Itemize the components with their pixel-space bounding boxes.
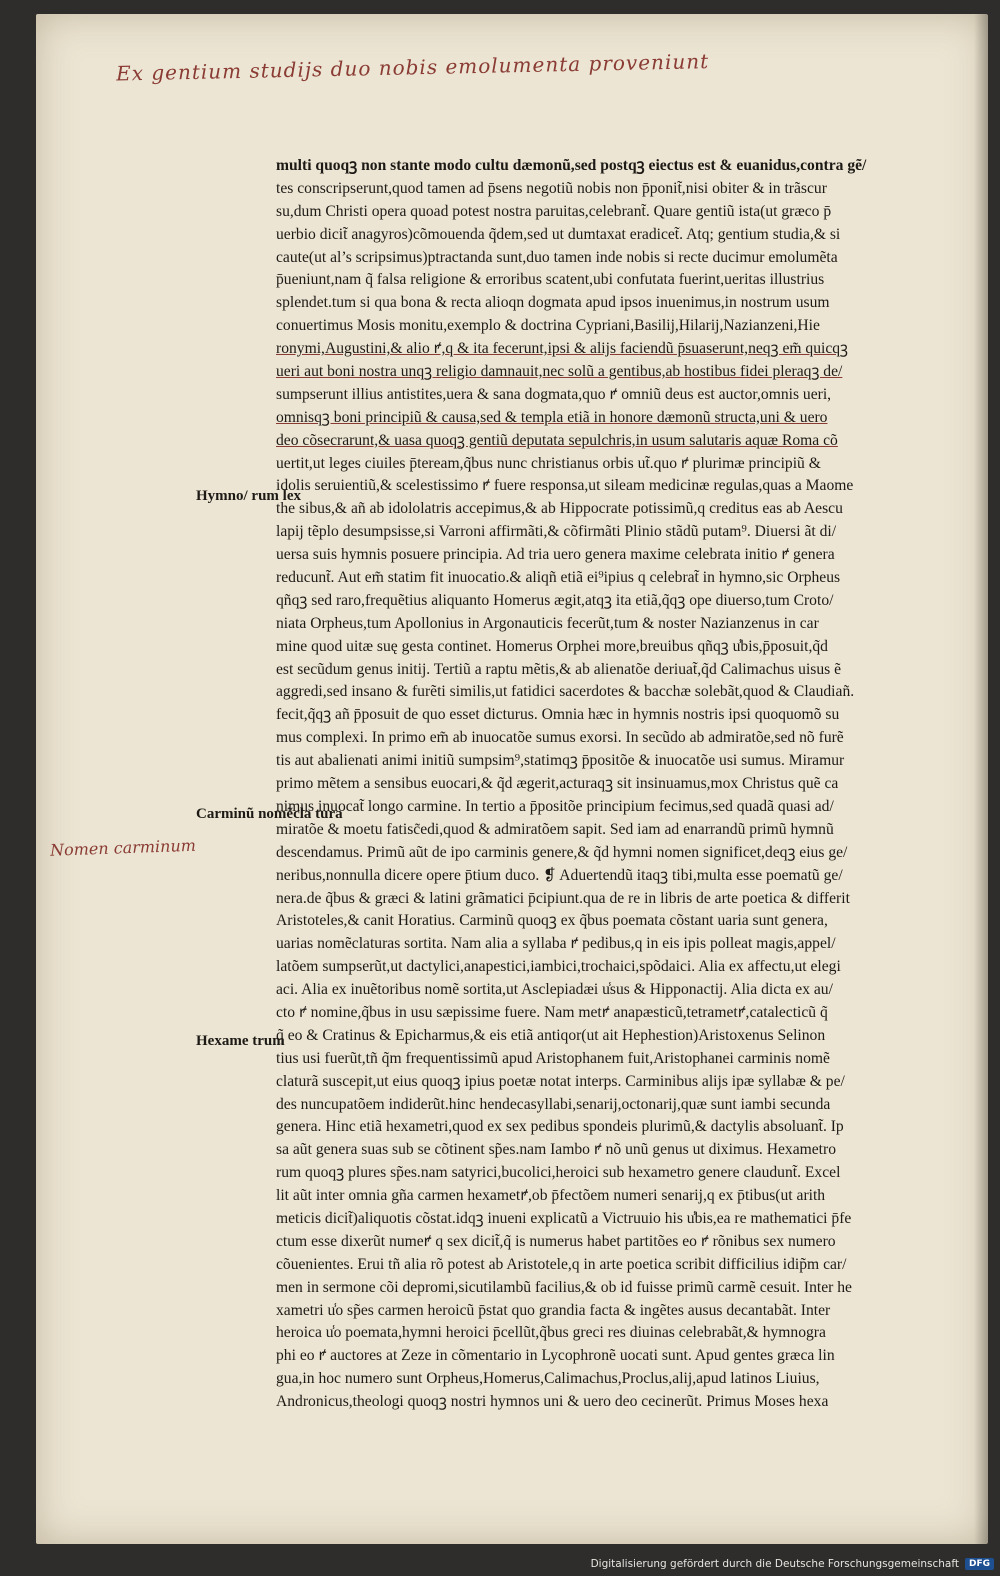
text-line: aci. Alia ex inuẽtoribus nomẽ sortita,ut Asclepiadæi u̾sus & Hipponactij. Alia dicta ex au/ xyxy=(276,981,833,999)
handwritten-annotation-top: Ex gentium studijs duo nobis emolumenta proveniunt xyxy=(115,49,710,86)
text-line: sumpserunt illius antistites,uera & sana dogmata,quo ꝵ omniũ deus est auctor,omnis ueri, xyxy=(276,385,832,403)
digitization-footer xyxy=(591,1556,994,1572)
text-line: fecit,q̃qꝫ añ p̄posuit de quo esset dicturus. Omnia hæc in hymnis nostris ipsi quoquomõ su xyxy=(276,706,840,724)
text-line: gua,in hoc numero sunt Orpheus,Homerus,Calimachus,Proclus,alij,apud latinos Liuius, xyxy=(276,1370,820,1388)
text-line: tius usi fuerũt,tñ q̃m frequentissimũ apud Aristophanem fuit,Aristophanei carminis nomẽ xyxy=(276,1049,830,1067)
margin-note-hymnorum: Hymno/ rum lex xyxy=(196,488,301,504)
handwritten-annotation-margin: Nomen carminum xyxy=(49,835,197,860)
text-line: meticis dicit̃)aliquotis cõstat.idqꝫ inueni explicatũ a Victruuio his u̾bis,ea re mathematici p̄fe xyxy=(276,1209,852,1227)
text-line: descendamus. Primũ aũt de ipo carminis genere,& q̃d hymni nomen significet,deqꝫ eius ge/ xyxy=(276,843,848,861)
text-line: multi quoqꝫ non stante modo cultu dæmonũ,sed postqꝫ eiectus est & euanidus,contra gẽ/ xyxy=(276,157,867,174)
text-line: miratõe & moetu fatisc̃edi,quod & admiratõem sapit. Sed iam ad enarrandũ primũ hymnũ xyxy=(276,820,834,838)
text-line: lapij tẽplo desumpsisse,si Varroni affirmãti,& cõfirmãti Plinio stãdũ putam⁹. Diuersi ãt di/ xyxy=(276,523,837,541)
text-line: niata Orpheus,tum Apollonius in Argonauticis fecerũt,tum & noster Nazianzenus in car xyxy=(276,614,819,632)
text-line: est secũdum genus initij. Tertiũ a raptu mẽtis,& ab alienatõe deriuat̃,q̃d Calimachus uisus ẽ xyxy=(276,660,842,678)
text-line: men in sermone cõi depromi,sicutilambũ facilius,& ob id fuisse primũ carmẽ cesuit. Inter he xyxy=(276,1278,852,1296)
text-line: nimus inuocat̃ longo carmine. In tertio a p̄positõe principium fecimus,sed quadã quasi ad/ xyxy=(276,797,834,815)
text-line: neribus,nonnulla dicere opere p̄tium duco. ❡ Aduertendũ itaqꝫ tibi,multa esse poematũ ge/ xyxy=(276,866,843,884)
body-text xyxy=(276,155,964,1414)
text-line: uersa suis hymnis posuere principia. Ad tria uero genera maxime celebrata initio ꝵ genera xyxy=(276,546,835,564)
text-line: nera.de q̃bus & græci & latini grãmatici p̄cipiunt.qua de re in libris de arte poetica & differit xyxy=(276,889,850,907)
text-line: conuertimus Mosis monitu,exemplo & doctrina Cypriani,Basilij,Hilarij,Nazianzeni,Hie xyxy=(276,317,820,335)
text-line: ronymi,Augustini,& alio ꝵ,q & ita fecerunt,ipsi & alijs faciendũ p̄suaserunt,neqꝫ em̃ quicqꝫ xyxy=(276,340,849,358)
text-line: uerbio dicit̃ anagyros)cõmouenda q̃dem,sed ut dumtaxat eradicet̃. Atq; gentium studia,& si xyxy=(276,225,841,243)
text-line: su,dum Christi opera quoad potest nostra paruitas,celebrant̃. Quare gentiũ ista(ut græco p̄ xyxy=(276,202,832,220)
text-line: primo mẽtem a sensibus euocari,& q̃d ægerit,acturaqꝫ sit insinuamus,mox Christus quẽ ca xyxy=(276,775,839,793)
text-line: mus complexi. In primo em̃ ab inuocatõe sumus exorsi. In secũdo ab admiratõe,sed nõ furẽ xyxy=(276,729,844,747)
text-line: omnisqꝫ boni principiũ & causa,sed & templa etiã in honore dæmonũ structa,uni & uero xyxy=(276,408,828,426)
text-line: splendet.tum si qua bona & recta alioqn dogmata apud ipsos inuenimus,in nostrum usum xyxy=(276,294,830,312)
text-line: qñqꝫ sed raro,frequẽtius aliquanto Homerus ægit,atqꝫ ita etiã,q̃qꝫ ope diuerso,tum Croto/ xyxy=(276,591,834,609)
text-line: heroica u̾o poemata,hymni heroici p̄cellũt,q̃bus greci res diuinas celebrabãt,& hymnogra xyxy=(276,1324,826,1342)
text-line: p̄ueniunt,nam q̃ falsa religione & erroribus scatent,ubi confutata fuerint,ueritas illustrius xyxy=(276,271,825,289)
text-line: Andronicus,theologi quoqꝫ nostri hymnos uni & uero deo cecinerũt. Primus Moses hexa xyxy=(276,1393,829,1411)
text-line: latõem sumpserũt,ut dactylici,anapestici,iambici,trochaici,spõdaici. Alia ex affectu,ut elegi xyxy=(276,958,841,976)
text-line: ueri aut boni nostra unqꝫ religio damnauit,nec solũ a gentibus,ab hostibus fidei pleraqꝫ de/ xyxy=(276,363,843,381)
text-line: genera. Hinc etiã hexametri,quod ex sex pedibus spondeis plurimũ,& dactylis absoluant̃. Ip xyxy=(276,1118,844,1136)
text-line: q̃ eo & Cratinus & Epicharmus,& eis etiã antiqor(ut ait Hephestion)Aristoxenus Selinon xyxy=(276,1026,826,1044)
dfg-logo-icon: DFG xyxy=(965,1558,994,1570)
text-line: uertit,ut leges ciuiles p̄teream,q̃bus nunc christianus orbis ut̃.quo ꝵ plurimæ principiũ & xyxy=(276,454,821,472)
text-line: cõuenientes. Erui tñ alia rõ potest ab Aristotele,q in arte poetica scribit difficilius idip̃m car/ xyxy=(276,1255,847,1273)
text-line: lit aũt inter omnia gña carmen hexametꝵ,ob p̄fectõem numeri senarij,q ex p̄tibus(ut arith xyxy=(276,1187,826,1205)
text-line: mine quod uitæ suę gesta continet. Homerus Orphei more,breuibus qñqꝫ u̾bis,p̄posuit,q̃d xyxy=(276,637,828,655)
text-line: claturã suscepit,ut eius quoqꝫ ipius poetæ notat interps. Carminibus alijs ipæ syllabæ & pe/ xyxy=(276,1072,845,1090)
text-line: ctum esse dixerũt numeꝵ q sex dicit̃,q̃ is numerus habet partitões eo ꝵ rõnibus sex numero xyxy=(276,1232,836,1250)
text-line: the sibus,& añ ab idololatris accepimus,& ab Hippocrate potissimũ,q creditus eas ab Aescu xyxy=(276,500,843,518)
text-line: cto ꝵ nomine,q̃bus in usu sæpissime fuere. Nam metꝵ anapæsticũ,tetrametꝵ,catalecticũ q̃ xyxy=(276,1003,828,1021)
text-line: phi eo ꝵ auctores at Zeze in cõmentario in Lycophronẽ uocati sunt. Apud gentes græca lin xyxy=(276,1347,835,1365)
text-line: tes conscripserunt,quod tamen ad p̄sens negotiũ nobis non p̄ponit̃,nisi obiter & in trãscur xyxy=(276,179,827,197)
text-line: rum quoqꝫ plures sp̃es.nam satyrici,bucolici,heroici sub hexametro genere claudunt̃. Excel xyxy=(276,1164,841,1182)
text-line: uarias nomẽclaturas sortita. Nam alia a syllaba ꝵ pedibus,q in eis ipis polleat magis,appel/ xyxy=(276,935,836,953)
text-line: reducunt̃. Aut em̃ statim fit inuocatio.& aliqñ etiã ei⁹ipius q celebrat̃ in hymno,sic Orpheus xyxy=(276,569,841,587)
margin-note-carminum: Carminũ nomẽcla tura xyxy=(196,806,343,822)
text-line: sa aũt genera suas sub se cõtinent sp̃es.nam Iambo ꝵ nõ unũ genus ut diximus. Hexametro xyxy=(276,1141,836,1159)
text-line: tis aut abalienati animi initiũ sumpsim⁹,statimqꝫ p̄positõe & inuocatõe usi sumus. Miramur xyxy=(276,752,845,770)
footer-credit: Digitalisierung gefördert durch die Deutsche Forschungsgemeinschaft xyxy=(590,1558,959,1570)
text-line: idolis seruientiũ,& scelestissimo ꝵ fuere responsa,ut sileam medicinæ regulas,quas a Maome xyxy=(276,477,854,495)
text-line: xametri u̾o sp̃es carmen heroicũ p̄stat quo grandia facta & ingẽtes ausus decantabãt. Inter xyxy=(276,1301,831,1319)
margin-note-hexametrum: Hexame trum xyxy=(196,1033,285,1049)
text-line: Aristoteles,& canit Horatius. Carminũ quoqꝫ ex q̃bus poemata cõstant uaria sunt genera, xyxy=(276,912,828,930)
text-line: aggredi,sed insano & furẽti similis,ut fatidici sacerdotes & bacchæ solebãt,quod & Claudiañ. xyxy=(276,683,855,701)
text-line: deo cõsecrarunt,& uasa quoqꝫ gentiũ deputata sepulchris,in usum salutaris aquæ Roma cõ xyxy=(276,431,838,449)
text-line: caute(ut al’s scripsimus)ptractanda sunt,duo tamen inde nobis si recte ducimur emolumẽta xyxy=(276,248,838,266)
text-line: des nuncupatõem indiderũt.hinc hendecasyllabi,senarij,octonarij,quæ sunt iambi secunda xyxy=(276,1095,831,1113)
